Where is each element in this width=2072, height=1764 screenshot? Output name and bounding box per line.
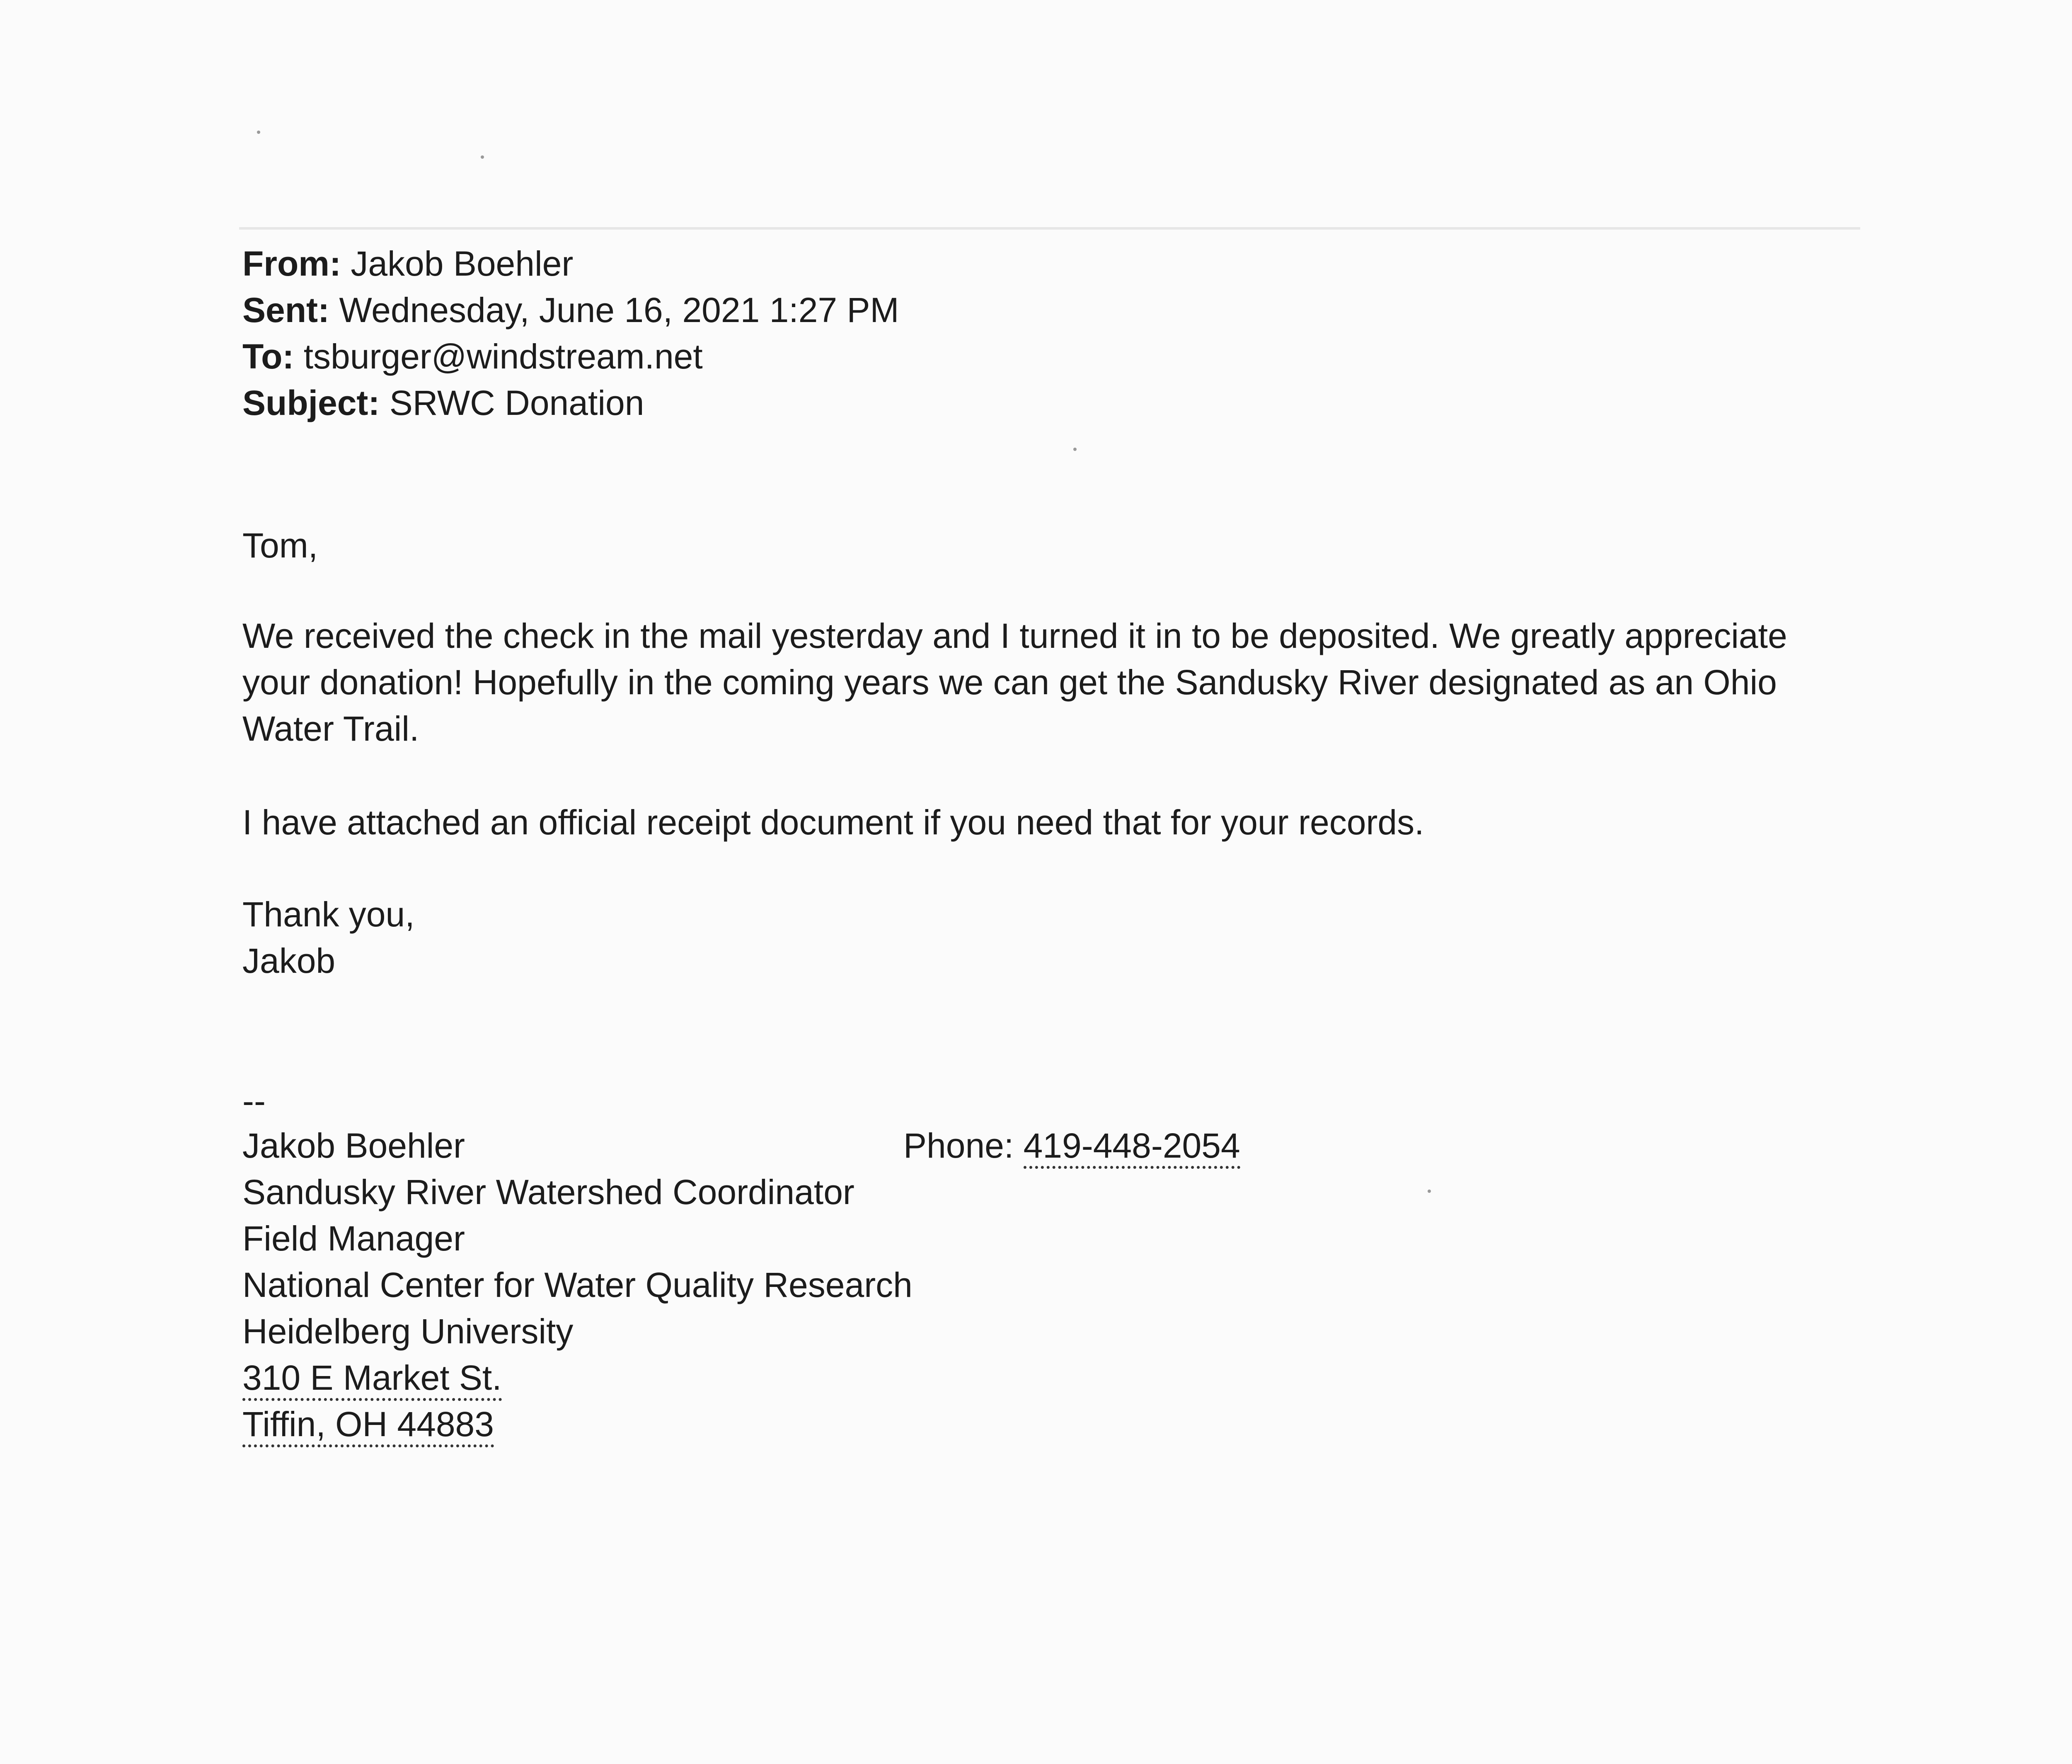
scan-speck [1428, 1190, 1431, 1193]
header-divider [239, 227, 1860, 230]
signature-separator: -- [242, 1081, 266, 1120]
phone-label: Phone: [903, 1126, 1014, 1165]
subject-value: SRWC Donation [389, 383, 644, 422]
closing-line: Thank you, [242, 895, 415, 934]
from-label: From: [242, 244, 341, 283]
scan-speck [257, 131, 260, 134]
to-value: tsburger@windstream.net [303, 337, 703, 376]
from-value: Jakob Boehler [351, 244, 574, 283]
scan-speck [1073, 448, 1077, 451]
signature-organization: National Center for Water Quality Research [242, 1265, 913, 1304]
paragraph-line: We received the check in the mail yesterday and I turned it in to be deposited. We greatly appreciate [242, 616, 1787, 655]
signature-university: Heidelberg University [242, 1312, 574, 1351]
body-paragraph-2: I have attached an official receipt document if you need that for your records. [242, 803, 1424, 842]
sender-name: Jakob [242, 941, 336, 980]
sent-label: Sent: [242, 291, 329, 330]
signature-phone [903, 1122, 1240, 1169]
city-address-link[interactable]: Tiffin, OH 44883 [242, 1405, 494, 1447]
body-paragraph-1 [242, 613, 1859, 752]
paragraph-line: your donation! Hopefully in the coming years we can get the Sandusky River designated as an Ohio [242, 663, 1777, 702]
paragraph-line: Water Trail. [242, 709, 419, 748]
signature-title-field-manager: Field Manager [242, 1219, 465, 1258]
to-row [242, 333, 899, 380]
signature-name: Jakob Boehler [242, 1126, 465, 1165]
phone-number-link[interactable]: 419-448-2054 [1024, 1126, 1240, 1169]
sent-value: Wednesday, June 16, 2021 1:27 PM [339, 291, 899, 330]
signature-street-link[interactable] [242, 1354, 913, 1401]
to-label: To: [242, 337, 294, 376]
scan-speck [481, 155, 484, 159]
email-header [242, 240, 899, 426]
greeting: Tom, [242, 526, 318, 565]
closing-block [242, 891, 415, 984]
signature-block [242, 1122, 913, 1447]
signature-title-coordinator: Sandusky River Watershed Coordinator [242, 1173, 854, 1212]
signature-city-link[interactable] [242, 1401, 913, 1447]
street-address-link[interactable]: 310 E Market St. [242, 1358, 502, 1401]
subject-label: Subject: [242, 383, 380, 422]
subject-row [242, 380, 899, 426]
sent-row [242, 287, 899, 333]
from-row [242, 240, 899, 287]
